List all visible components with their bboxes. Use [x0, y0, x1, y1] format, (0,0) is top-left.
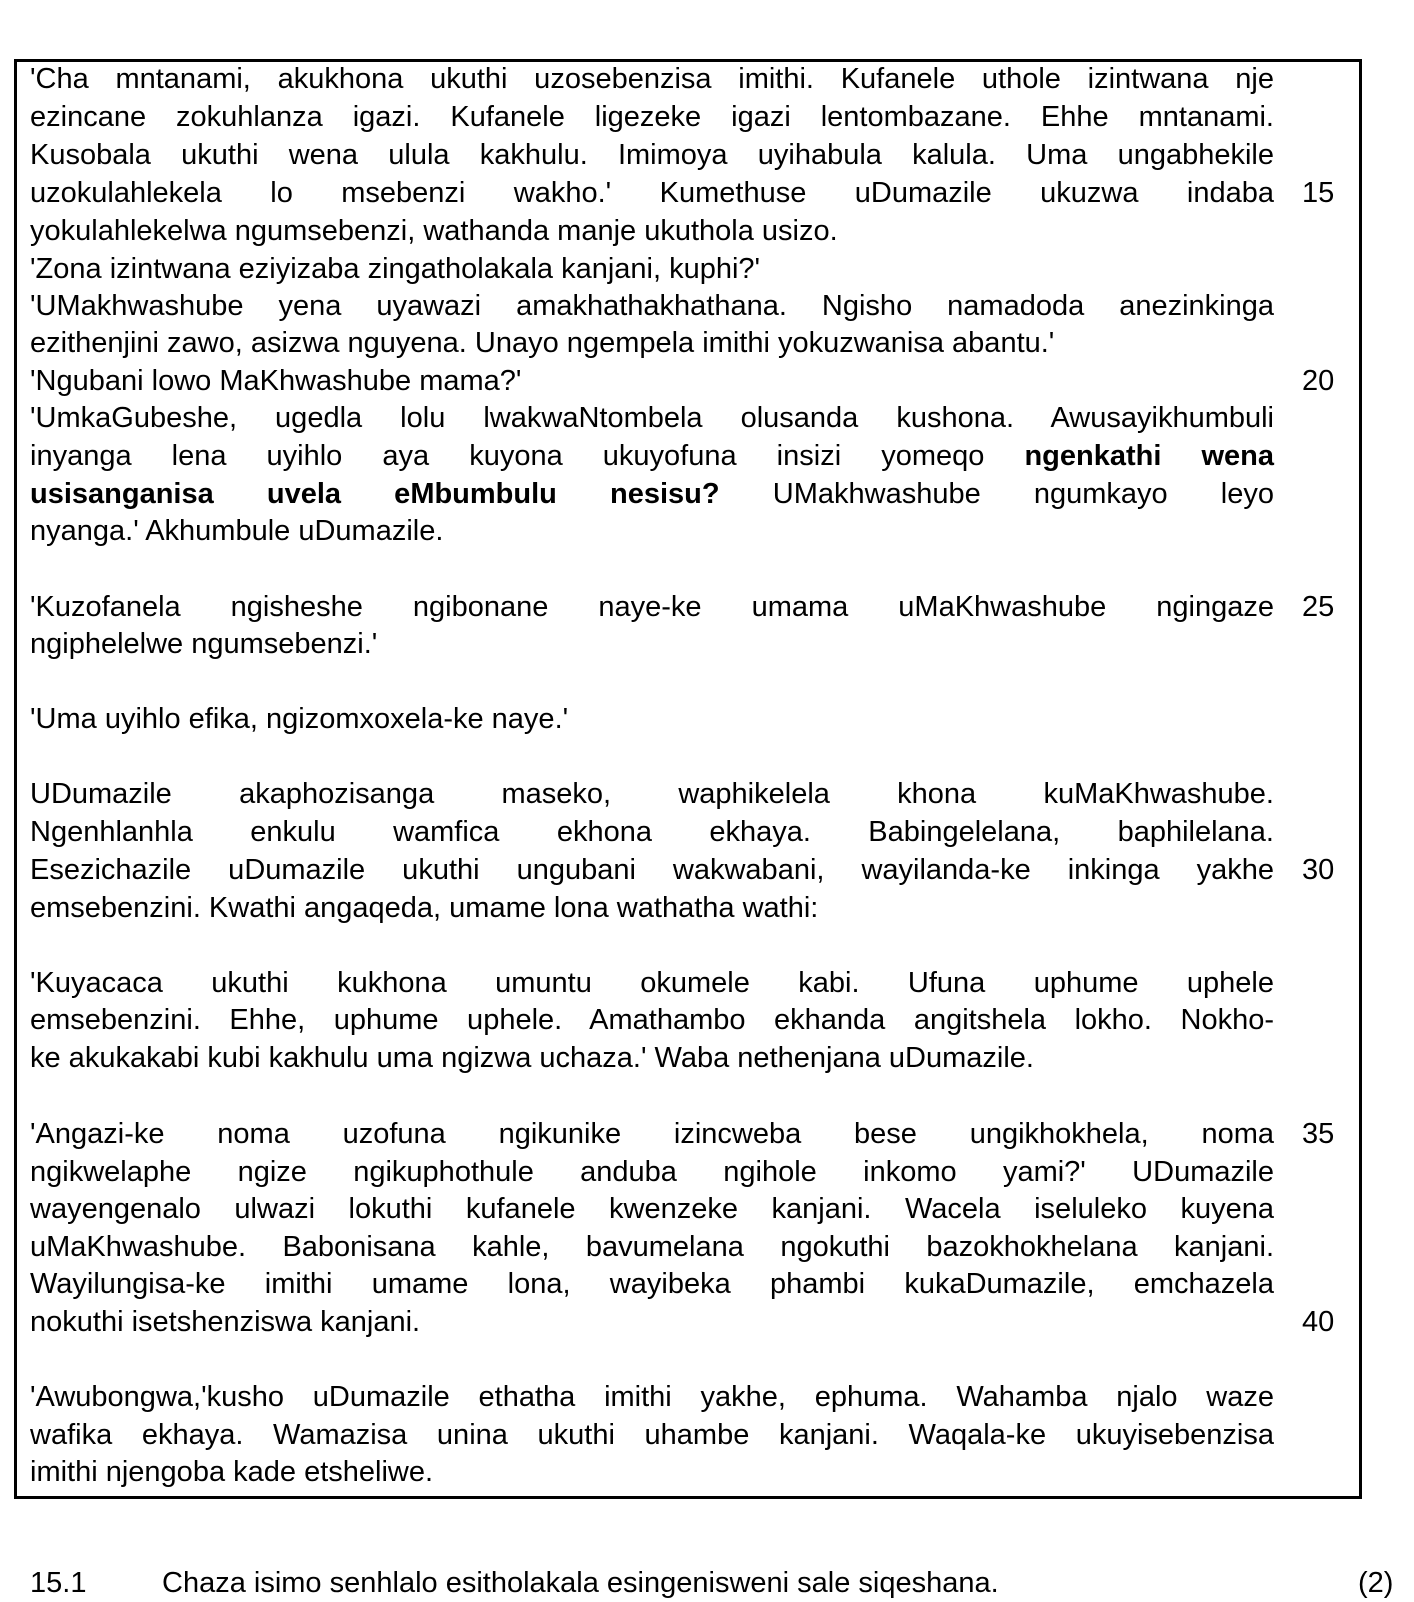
passage-line: Wayilungisa-ke imithi umame lona, wayibeka phambi kukaDumazile, emchazela — [30, 1268, 1274, 1300]
bold-phrase: ngenkathi wena — [1024, 440, 1274, 472]
passage-line: 'Cha mntanami, akukhona ukuthi uzosebenzisa imithi. Kufanele uthole izintwana nje — [30, 63, 1274, 95]
passage-line: uMaKhwashube. Babonisana kahle, bavumelana ngokuthi bazokhokhelana kanjani. — [30, 1231, 1274, 1263]
passage-line: 'UMakhwashube yena uyawazi amakhathakhathana. Ngisho namadoda anezinkinga — [30, 290, 1274, 322]
line-number: 40 — [1302, 1306, 1335, 1338]
passage-line: ezincane zokuhlanza igazi. Kufanele ligezeke igazi lentombazane. Ehhe mntanami. — [30, 101, 1274, 133]
passage-line: nyanga.' Akhumbule uDumazile. — [30, 515, 444, 547]
passage-line: ngikwelaphe ngize ngikuphothule anduba ngihole inkomo yami?' UDumazile — [30, 1156, 1274, 1188]
passage-line — [30, 437, 1274, 475]
passage-line: wafika ekhaya. Wamazisa unina ukuthi uhambe kanjani. Waqala-ke ukuyisebenzisa — [30, 1419, 1274, 1451]
passage-line: ngiphelelwe ngumsebenzi.' — [30, 628, 378, 660]
line-number: 25 — [1302, 591, 1335, 623]
passage-line: 'UmkaGubeshe, ugedla lolu lwakwaNtombela olusanda kushona. Awusayikhumbuli — [30, 402, 1274, 434]
passage-line: 'Awubongwa,'kusho uDumazile ethatha imithi yakhe, ephuma. Wahamba njalo waze — [30, 1381, 1274, 1413]
passage-line: imithi njengoba kade etsheliwe. — [30, 1456, 434, 1488]
passage-line: Kusobala ukuthi wena ulula kakhulu. Imimoya uyihabula kalula. Uma ungabhekile — [30, 139, 1274, 171]
question-number: 15.1 — [30, 1567, 87, 1599]
passage-line: Ngenhlanhla enkulu wamfica ekhona ekhaya. Babingelelana, baphilelana. — [30, 816, 1274, 848]
passage-line — [30, 475, 1274, 513]
passage-line: 'Ngubani lowo MaKhwashube mama?' — [30, 365, 522, 397]
passage-line: emsebenzini. Kwathi angaqeda, umame lona wathatha wathi: — [30, 892, 819, 924]
question-text: Chaza isimo senhlalo esitholakala esingenisweni sale siqeshana. — [162, 1567, 999, 1599]
passage-line: ke akukakabi kubi kakhulu uma ngizwa uchaza.' Waba nethenjana uDumazile. — [30, 1042, 1034, 1074]
line-number: 15 — [1302, 177, 1335, 209]
passage-line: nokuthi isetshenziswa kanjani. — [30, 1306, 421, 1338]
line-number: 35 — [1302, 1118, 1335, 1150]
question-marks: (2) — [1358, 1567, 1394, 1599]
passage-line: 'Zona izintwana eziyizaba zingatholakala kanjani, kuphi?' — [30, 253, 761, 285]
passage-line: 'Kuzofanela ngisheshe ngibonane naye-ke umama uMaKhwashube ngingaze — [30, 591, 1274, 623]
line-number: 20 — [1302, 365, 1335, 397]
line-text: inyanga lena uyihlo aya kuyona ukuyofuna insizi yomeqo — [30, 440, 1025, 472]
passage-line: Esezichazile uDumazile ukuthi ungubani wakwabani, wayilanda-ke inkinga yakhe — [30, 854, 1274, 886]
passage-line: 'Uma uyihlo efika, ngizomxoxela-ke naye.' — [30, 703, 569, 735]
passage-line: UDumazile akaphozisanga maseko, waphikelela khona kuMaKhwashube. — [30, 778, 1274, 810]
passage-line: uzokulahlekela lo msebenzi wakho.' Kumethuse uDumazile ukuzwa indaba — [30, 177, 1274, 209]
passage-line: 'Angazi-ke noma uzofuna ngikunike izincweba bese ungikhokhela, noma — [30, 1118, 1274, 1150]
passage-line: yokulahlekelwa ngumsebenzi, wathanda manje ukuthola usizo. — [30, 215, 838, 247]
line-number: 30 — [1302, 854, 1335, 886]
line-text: UMakhwashube ngumkayo leyo — [719, 478, 1274, 510]
passage-line: ezithenjini zawo, asizwa nguyena. Unayo ngempela imithi yokuzwanisa abantu.' — [30, 327, 1055, 359]
bold-phrase: usisanganisa uvela eMbumbulu nesisu? — [30, 478, 720, 510]
passage-line: wayengenalo ulwazi lokuthi kufanele kwenzeke kanjani. Wacela iseluleko kuyena — [30, 1193, 1274, 1225]
passage-line: emsebenzini. Ehhe, uphume uphele. Amathambo ekhanda angitshela lokho. Nokho- — [30, 1004, 1274, 1036]
passage-line: 'Kuyacaca ukuthi kukhona umuntu okumele kabi. Ufuna uphume uphele — [30, 967, 1274, 999]
